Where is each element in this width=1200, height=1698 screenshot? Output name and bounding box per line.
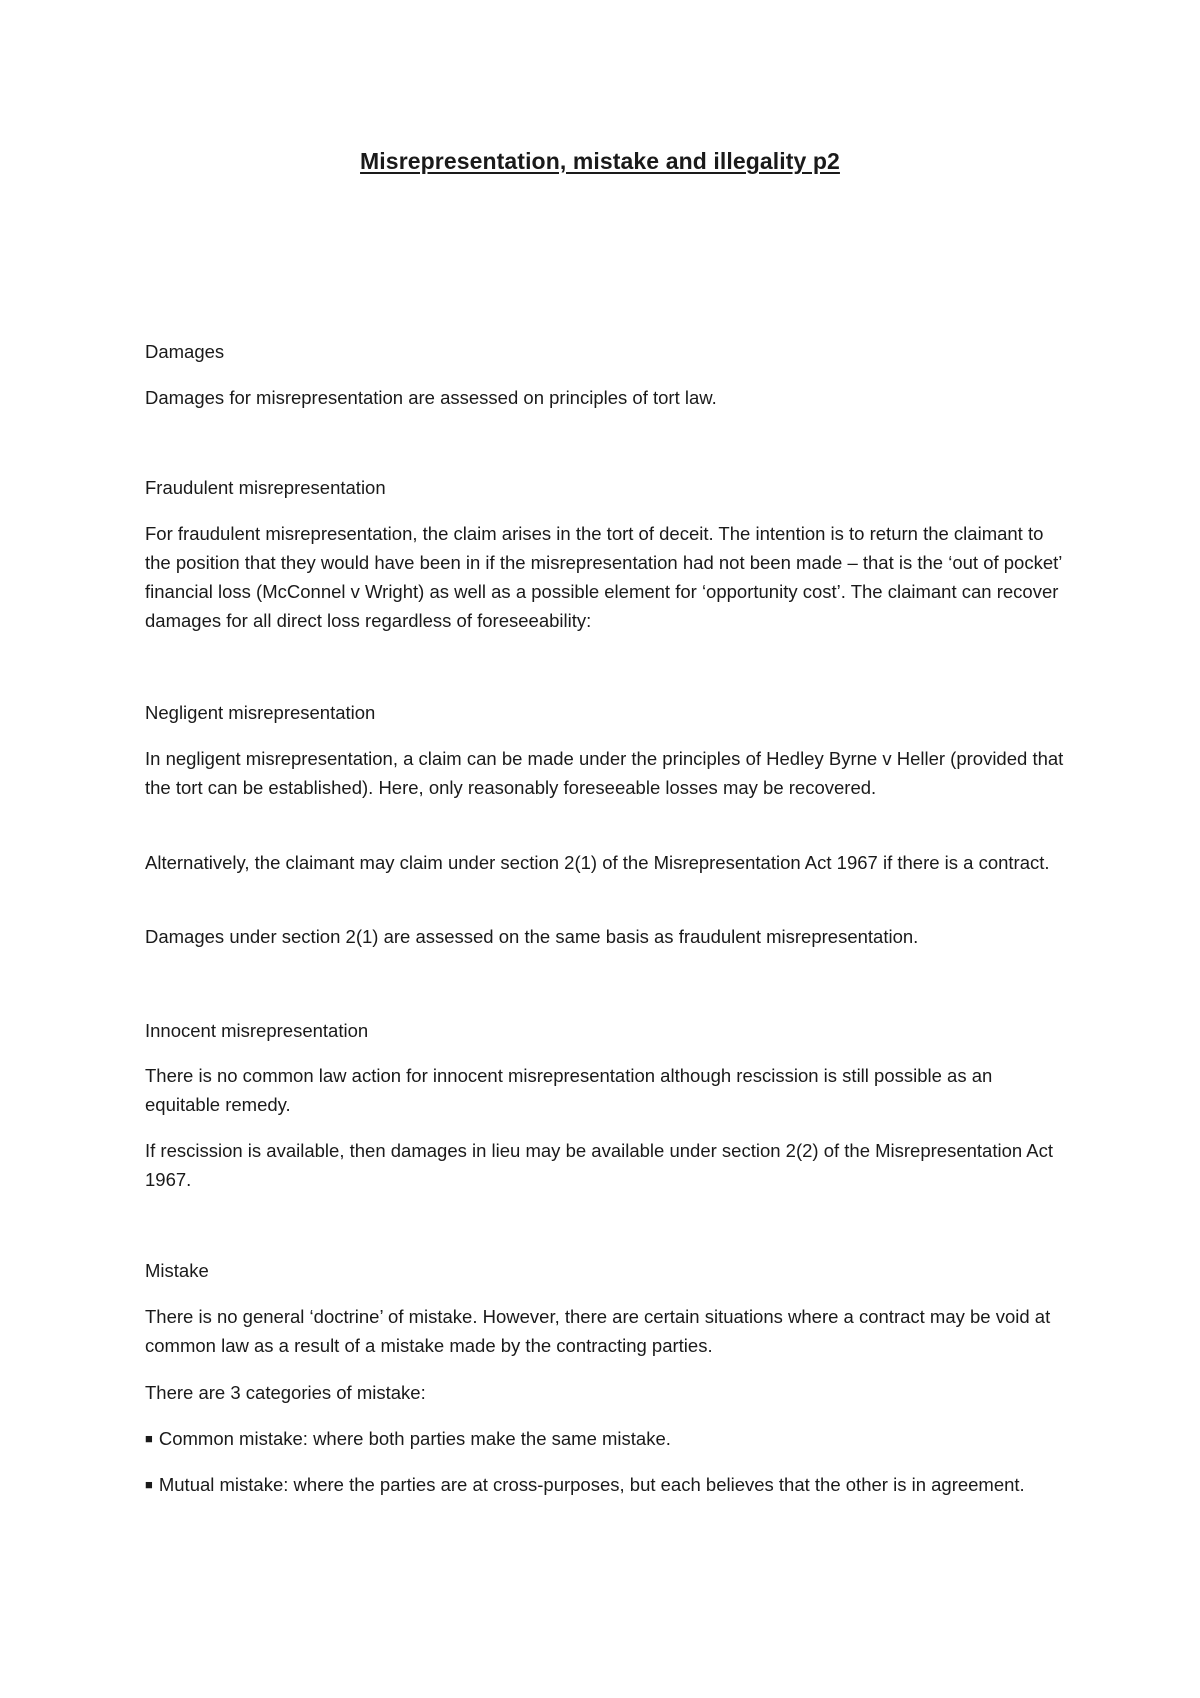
heading-innocent-misrepresentation: Innocent misrepresentation <box>145 1020 369 1041</box>
heading-damages: Damages <box>145 341 225 362</box>
paragraph-negligent-2: Alternatively, the claimant may claim under section 2(1) of the Misrepresentation Act 1967 if there is a contract. <box>145 852 1050 873</box>
paragraph-innocent-1: There is no common law action for innocent misrepresentation although rescission is still possible as an equitable remedy. <box>145 1065 993 1115</box>
document-title: Misrepresentation, mistake and illegality p2 <box>360 148 840 174</box>
bullet-icon: ■ <box>145 1431 153 1446</box>
heading-mistake: Mistake <box>145 1260 209 1281</box>
paragraph-damages-1: Damages for misrepresentation are assessed on principles of tort law. <box>145 387 717 408</box>
paragraph-mistake-1: There is no general ‘doctrine’ of mistake. However, there are certain situations where a contract may be void at common law as a result of a mistake made by the contracting parties. <box>145 1306 1051 1356</box>
paragraph-negligent-1: In negligent misrepresentation, a claim can be made under the principles of Hedley Byrne v Heller (provided that the tort can be established). Here, only reasonably foreseeable losses may be recovered. <box>145 748 1064 798</box>
paragraph-negligent-3: Damages under section 2(1) are assessed on the same basis as fraudulent misrepresentation. <box>145 926 919 947</box>
heading-fraudulent-misrepresentation: Fraudulent misrepresentation <box>145 477 386 498</box>
paragraph-fraudulent-1: For fraudulent misrepresentation, the claim arises in the tort of deceit. The intention is to return the claimant to the position that they would have been in if the misrepresentation had not been made – that is the ‘out of pocket’ financial loss (McConnel v Wright) as well as a possible element for ‘opportunity cost’. The claimant can recover damages for all direct loss regardless of foreseeability: <box>145 523 1062 631</box>
paragraph-innocent-2: If rescission is available, then damages in lieu may be available under section 2(2) of the Misrepresentation Act 1967. <box>145 1140 1054 1190</box>
paragraph-mistake-2: There are 3 categories of mistake: <box>145 1382 426 1403</box>
bullet-text: Common mistake: where both parties make the same mistake. <box>158 1428 671 1449</box>
heading-negligent-misrepresentation: Negligent misrepresentation <box>145 702 376 723</box>
bullet-text: Mutual mistake: where the parties are at cross-purposes, but each believes that the other is in agreement. <box>158 1474 1025 1495</box>
bullet-icon: ■ <box>145 1477 153 1492</box>
bullet-item-mutual-mistake <box>145 1470 1065 1499</box>
bullet-item-common-mistake <box>145 1424 1065 1453</box>
